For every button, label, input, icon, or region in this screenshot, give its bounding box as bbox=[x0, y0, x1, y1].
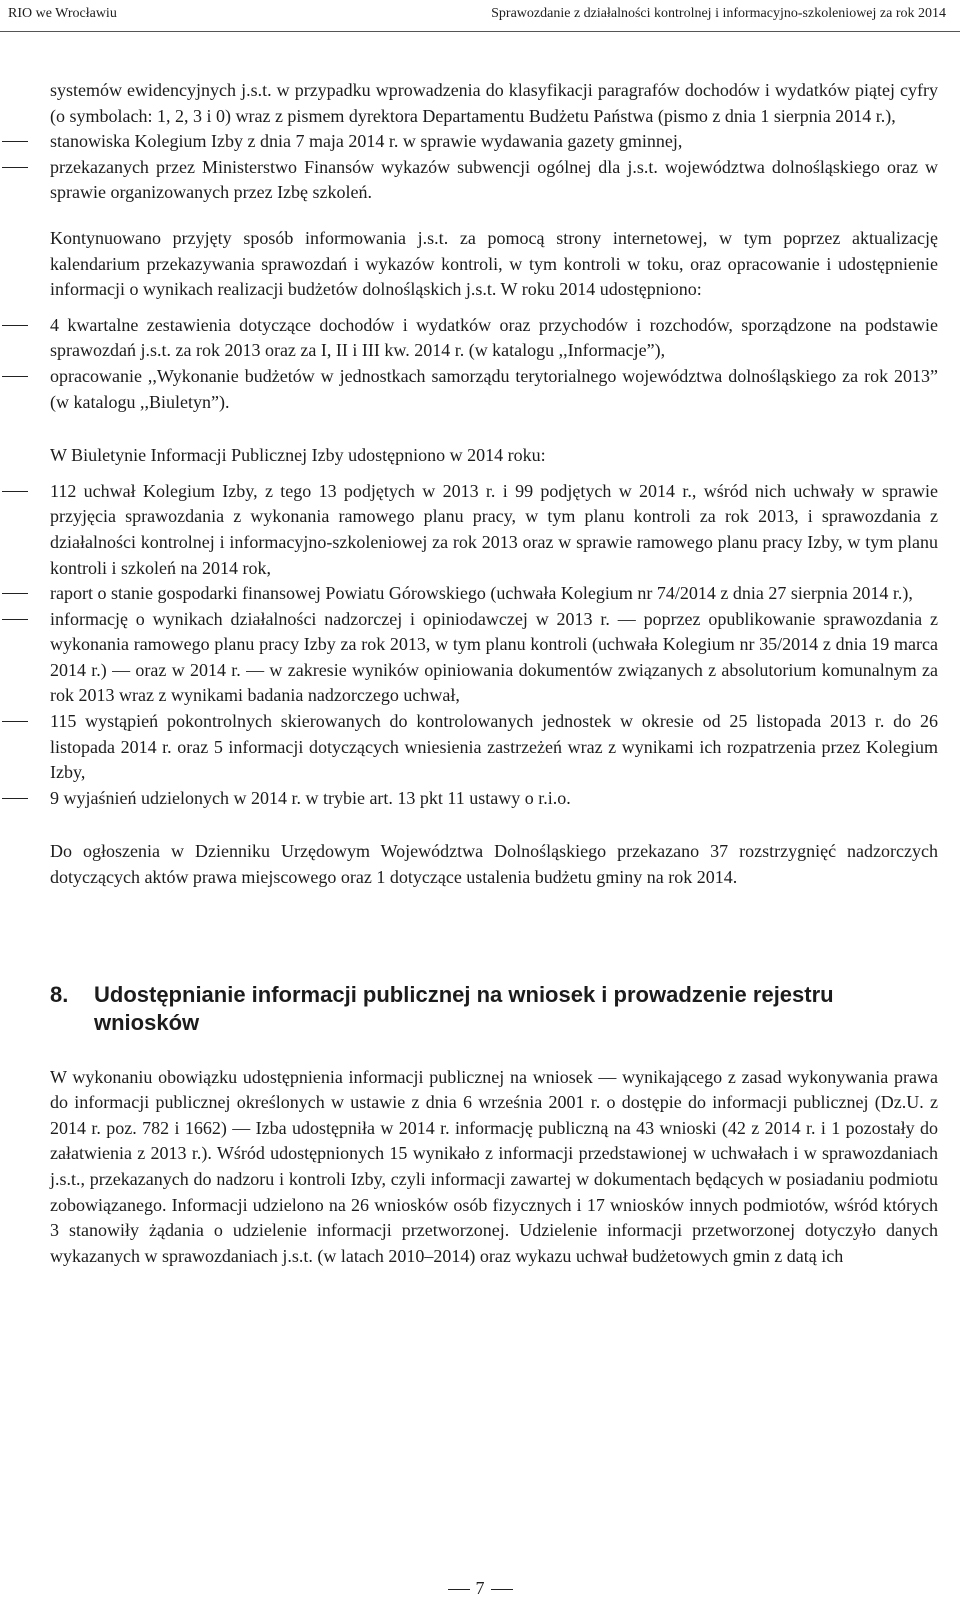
list-item: opracowanie ,,Wykonanie budżetów w jednostkach samorządu terytorialnego województwa dolnośląskiego za rok 2013” (w katalogu ,,Biuletyn”). bbox=[50, 364, 938, 415]
header-org-name: RIO we Wrocławiu bbox=[8, 6, 117, 21]
paragraph-official-journal: Do ogłoszenia w Dzienniku Urzędowym Województwa Dolnośląskiego przekazano 37 rozstrzygnięć nadzorczych dotyczących aktów prawa miejscowego oraz 1 dotyczące ustalenia budżetu gminy na rok 2014. bbox=[50, 841, 938, 888]
page-header bbox=[0, 6, 960, 34]
list-item: stanowiska Kolegium Izby z dnia 7 maja 2014 r. w sprawie wydawania gazety gminnej, bbox=[50, 129, 938, 155]
list-item: 115 wystąpień pokontrolnych skierowanych do kontrolowanych jednostek w okresie od 25 listopada 2013 r. do 26 listopada 2014 r. oraz 5 informacji dotyczących wniesienia zastrzeżeń wraz z wynikami ich rozpatrzenia przez Kolegium Izby, bbox=[50, 709, 938, 786]
section-title: Udostępnianie informacji publicznej na wniosek i prowadzenie rejestru wniosków bbox=[94, 981, 834, 1035]
page-content bbox=[50, 78, 938, 1269]
list-item: 4 kwartalne zestawienia dotyczące dochodów i wydatków oraz przychodów i rozchodów, sporządzone na podstawie sprawozdań j.s.t. za rok 2013 oraz za I, II i III kw. 2014 r. (w katalogu ,,Informacje”), bbox=[50, 313, 938, 364]
list-item: 9 wyjaśnień udzielonych w 2014 r. w trybie art. 13 pkt 11 ustawy o r.i.o. bbox=[50, 786, 938, 812]
header-report-title: Sprawozdanie z działalności kontrolnej i informacyjno-szkoleniowej za rok 2014 bbox=[491, 6, 946, 21]
header-divider bbox=[0, 31, 960, 32]
list-item: informację o wynikach działalności nadzorczej i opiniodawczej w 2013 r. — poprzez opublikowanie sprawozdania z wykonania ramowego planu pracy Izby za rok 2013, w tym planu kontroli (uchwała Kolegium nr 35/2014 z dnia 19 marca 2014 r.) — oraz w 2014 r. — w zakresie wyników opiniowania dokumentów związanych z absolutorium komunalnym za rok 2013 wraz z wynikami badania nadzorczego uchwał, bbox=[50, 607, 938, 709]
footer-dash-left bbox=[448, 1589, 470, 1590]
page-number: 7 bbox=[475, 1578, 485, 1598]
list-item: 112 uchwał Kolegium Izby, z tego 13 podjętych w 2013 r. i 99 podjętych w 2014 r., wśród nich uchwały w sprawie przyjęcia sprawozdania z wykonania ramowego planu pracy, w tym planu kontroli za rok 2013, i sprawozdania z działalności kontrolnej i informacyjno-szkoleniowej za rok 2013 oraz w sprawie ramowego planu pracy Izby, w tym planu kontroli i szkoleń na 2014 rok, bbox=[50, 479, 938, 581]
footer-dash-right bbox=[491, 1589, 513, 1590]
intro-paragraph: systemów ewidencyjnych j.s.t. w przypadku wprowadzenia do klasyfikacji paragrafów dochodów i wydatków piątej cyfry (o symbolach: 1, 2, 3 i 0) wraz z pismem dyrektora Departamentu Budżetu Państwa (pismo z dnia 1 sierpnia 2014 r.), bbox=[50, 80, 938, 126]
list-item: raport o stanie gospodarki finansowej Powiatu Górowskiego (uchwała Kolegium nr 74/2014 z dnia 27 sierpnia 2014 r.), bbox=[50, 581, 938, 607]
list-bip-items bbox=[50, 479, 938, 812]
paragraph-bip: W Biuletynie Informacji Publicznej Izby udostępniono w 2014 roku: bbox=[50, 445, 546, 466]
page-footer bbox=[0, 1578, 960, 1599]
list-item: przekazanych przez Ministerstwo Finansów wykazów subwencji ogólnej dla j.s.t. województwa dolnośląskiego oraz w sprawie organizowanych przez Izbę szkoleń. bbox=[50, 155, 938, 206]
section-number: 8. bbox=[50, 981, 69, 1007]
section-heading bbox=[50, 981, 938, 1037]
list-notifications bbox=[50, 129, 938, 206]
paragraph-website-info: Kontynuowano przyjęty sposób informowania j.s.t. za pomocą strony internetowej, w tym poprzez aktualizację kalendarium przekazywania sprawozdań i wykazów kontroli, w tym kontroli w toku, oraz opracowanie i udostępnienie informacji o wynikach realizacji budżetów dolnośląskich j.s.t. W roku 2014 udostępniono: bbox=[50, 227, 938, 300]
list-published bbox=[50, 313, 938, 415]
paragraph-public-info: W wykonaniu obowiązku udostępnienia informacji publicznej na wniosek — wynikającego z zasad wykonywania prawa do informacji publicznej określonych w ustawie z dnia 6 września 2001 r. o dostępie do informacji publicznej (Dz.U. z 2014 r. poz. 782 i 1662) — Izba udostępniła w 2014 r. informację publiczną na 43 wnioski (42 z 2014 r. i 1 pozostały do załatwienia z 2013 r.). Wśród udostępnionych 15 wynikało z informacji przedstawionej w uchwałach i w sprawozdaniach j.s.t., przekazanych do nadzoru i kontroli Izby, czyli informacji zawartej w dokumentach będących w posiadaniu podmiotu zobowiązanego. Informacji udzielono na 26 wniosków osób fizycznych i 17 wniosków innych podmiotów, wśród których 3 stanowiły żądania o udzielenie informacji przetworzonej. Udzielenie informacji przetworzonej dotyczyło danych wykazanych w sprawozdaniach j.s.t. (w latach 2010–2014) oraz wykazu uchwał budżetowych gmin z datą ich bbox=[50, 1066, 938, 1266]
